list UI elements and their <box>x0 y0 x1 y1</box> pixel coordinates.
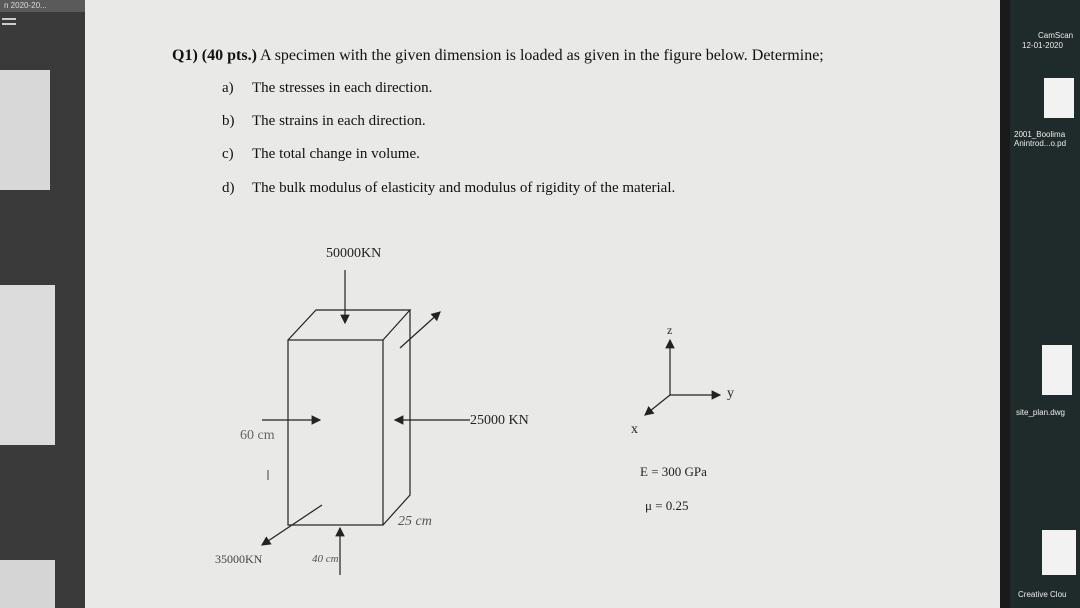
file-icon[interactable] <box>1042 345 1072 395</box>
side-load-label: 25000 KN <box>470 413 529 428</box>
desktop-icon-date: 12-01-2020 <box>1022 41 1063 50</box>
item-text: The total change in volume. <box>252 146 420 162</box>
desktop-icon-label[interactable]: Creative Clou <box>1018 590 1067 599</box>
desktop-icon-label[interactable]: site_plan.dwg <box>1016 408 1065 417</box>
item-label: d) <box>222 180 235 196</box>
question-points: (40 pts.) <box>201 47 257 64</box>
item-text: The stresses in each direction. <box>252 80 433 96</box>
question-number: Q1) <box>172 47 198 64</box>
question-prompt: A specimen with the given dimension is loaded as given in the figure below. Determine; <box>260 47 824 64</box>
front-load-label: 35000KN <box>215 552 263 566</box>
desktop-background <box>1010 0 1080 608</box>
left-window-title: n 2020-20... <box>0 0 85 12</box>
item-label: a) <box>222 80 234 96</box>
modulus-label: E = 300 GPa <box>640 464 707 479</box>
document-icon[interactable] <box>1044 78 1074 118</box>
width-dimension-label: 40 cm <box>312 553 339 565</box>
z-axis-label: z <box>667 323 673 337</box>
item-text: The strains in each direction. <box>252 113 426 129</box>
y-axis-label: y <box>727 386 734 401</box>
desktop-icon-label[interactable]: CamScan <box>1038 31 1074 40</box>
specimen-front-face <box>288 340 383 525</box>
creative-cloud-icon[interactable] <box>1042 530 1076 575</box>
item-label: b) <box>222 113 235 129</box>
depth-dimension-label: 25 cm <box>398 514 432 529</box>
top-load-label: 50000KN <box>326 246 382 261</box>
poisson-ratio-label: μ = 0.25 <box>645 498 689 513</box>
x-axis-label: x <box>631 422 638 437</box>
desktop-icon-label[interactable]: 2001_Boolima Anintrod...o.pd <box>1014 130 1067 148</box>
x-axis <box>645 395 670 415</box>
item-label: c) <box>222 146 234 162</box>
item-text: The bulk modulus of elasticity and modulus of rigidity of the material. <box>252 180 676 196</box>
diagonal-load-arrow <box>400 312 440 348</box>
height-dimension-label: 60 cm <box>240 428 275 443</box>
specimen-top-face <box>288 310 410 340</box>
